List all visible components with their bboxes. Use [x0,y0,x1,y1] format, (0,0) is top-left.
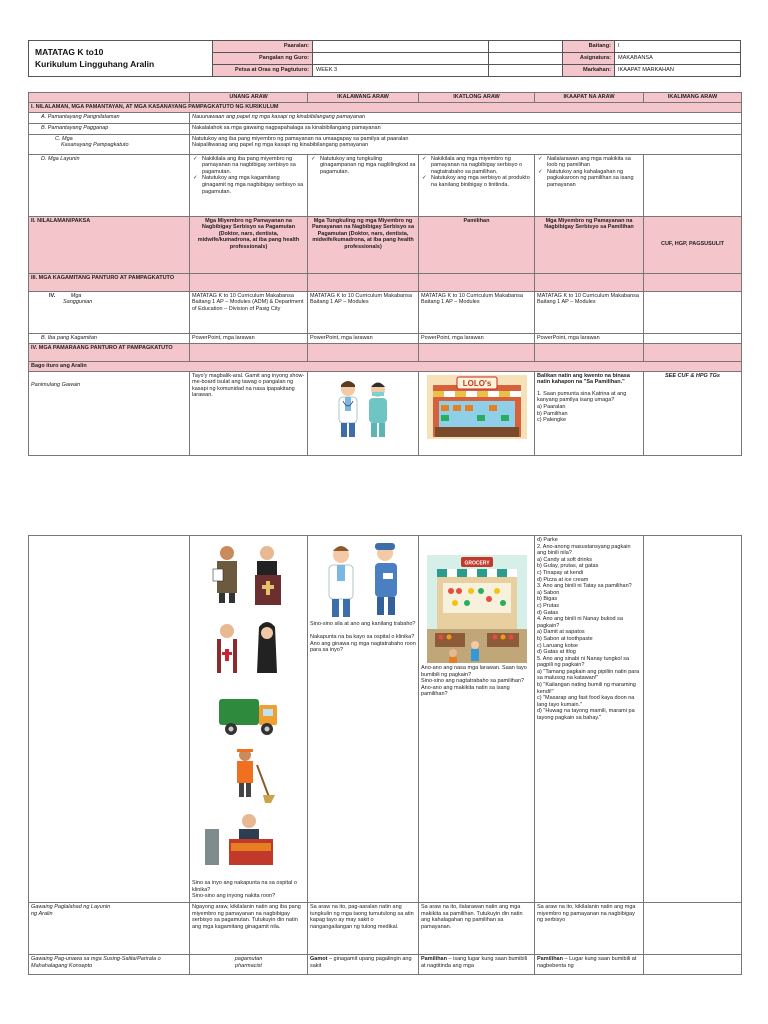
markahan-value: IKAAPAT MARKAHAN [615,65,741,77]
markahan-label: Markahan: [563,65,615,77]
panimulang-day-4-opt: c) Palengke [537,417,567,424]
text-c [190,134,742,154]
sanggunian-day-4: MATATAG K to 10 Curriculum Makabansa Baitang 1 AP – Modules [535,291,644,333]
continued-day-4-questions: d) Parke 2. Ano-anong masustansyang pagkain ang binili nila? a) Candy at soft drinks b) Gulay, prutas, at gatas c) Tinapay at kendi d) Pizza at ice cream 3. Ano ang binili ni Tatay sa pamilihan? a) Sabon b) Bigas c) Prutas d) Gatas 4. Ano ang binili ni Nanay bukod sa pagkain? a) Damit at sapatos b) Sabon at toothpaste c) Laruang kotse d) Gatas at itlog 5. Ano ang sinabi ni Nanay tungkol sa pagpili ng pagkain? a) "Tamang pagkain ang pipiliin natin para sa malusog na katawan!" b) "Kailangan nating bumili ng maraming kendi!" c) "Masarap ang fast food kaya doon na lang tayo kumain." d) "Huwag na tayong mamili, marami pa tayong pagkain sa bahay." [535,536,644,903]
row-bago-ituro [29,361,742,371]
kagamitan-day-1: PowerPoint, mga larawan [190,333,308,343]
kagamitan-day-2: PowerPoint, mga larawan [308,333,419,343]
pag-unawa-day-2 [308,955,419,975]
row-gawaing-pag-unawa [29,955,742,975]
section-4-title: IV. MGA PAMARAANG PANTURO AT PAMPAGKATUTO [29,343,190,361]
pag-unawa-day-4-def: – Lugar kung saan bumibili at nagbebenta ng [537,956,637,969]
layunin-day-4 [535,154,644,216]
text-a: Nauunawaan ang papel ng mga kasapi ng kinabibilangang pamayanan [190,112,742,123]
row-panimulang-continued [29,536,742,903]
label-c-2: Kasanayang Pampagkatuto [61,142,129,149]
label-pag-unawa: Gawaing Pag-unawa sa mga Susing-Salita/Parirala o Mahahalagang Konsepto [29,955,190,975]
label-d: D. Mga Layunin [29,154,190,216]
pag-unawa-day-4 [535,955,644,975]
pag-unawa-day-3-def: – isang lugar kung saan bumibili at nagtitinda ang mga [421,956,528,969]
market-image [427,555,527,663]
row-gawaing-paglalahad [29,903,742,955]
paglalahad-day-1: Ngayong araw, kikilalanin natin ang iba pang miyembro ng pamayanan na nagbibigay serbisyo sa pagamutan. Tutukuyin din natin ang mga kagamitang ginagamit nila. [190,903,308,955]
paglalahad-day-3: Sa araw na ito, ilalarawan natin ang mga makikita sa pamilihan. Tutukuyin din natin ang kahalagahan ng pamilihan sa pamayanan. [419,903,535,955]
panimulang-day-1: Tayo'y magbalik-aral. Gamit ang inyong show-me-board isulat ang tawag o pangalan ng kasapi ng komunidad na nasa ipapakitang larawan. [190,371,308,455]
label-iv-1: IV. [49,292,56,299]
layunin-day-1-item: ✓ Natutukoy ang mga kagamitang ginagamit ng mga nagbibigay serbisyo sa pagamutan. [192,175,305,195]
guro-label: Pangalan ng Guro: [213,53,313,65]
row-pamantayang-pangnilalaman [29,112,742,123]
baitang-label: Baitang: [563,41,615,53]
baitang-value: I [615,41,741,53]
row-kagamitang-panturo [29,273,742,291]
kagamitan-day-3: PowerPoint, mga larawan [419,333,535,343]
label-c [29,134,190,154]
layunin-day-3-item: ✓ Nakikilala ang mga miyembro ng pamayanan na nagbibigay serbisyo o nagtatrabaho sa pamilihan. [421,156,532,176]
paaralan-value [313,41,489,53]
layunin-day-1 [190,154,308,216]
pag-unawa-day-4-term: Pamilihan [537,956,563,962]
panimulang-day-3 [419,371,535,455]
brand-line-1: MATATAG K to10 [35,47,104,58]
paksa-day-5: CUF, HGP, PAGSUSULIT [644,216,742,273]
paksa-day-4: Mga Miyembro ng Pamayanan na Nagbibigay Serbisyo sa Pamilihan [535,216,644,273]
store-sign: LOLO's [462,378,491,388]
panimulang-day-4 [535,371,644,455]
continued-day-2 [308,536,419,903]
community-helpers-image [199,539,299,869]
pag-unawa-day-1: pagamutan pharmacist [190,955,308,975]
layunin-day-1-item: ✓ Nakikilala ang iba pang miyembro ng pamayanan na nagbibigay serbisyo sa pagamutan. [192,156,305,176]
label-paglalahad-2: ng Aralin [31,910,53,917]
bago-ituro-label: Bago ituro ang Aralin [29,361,742,371]
layunin-day-4-item: ✓ Natutukoy ang kahalagahan ng pagkakaroon ng pamilihan sa isang pamayanan [537,169,641,189]
column-header-row [29,93,742,103]
sanggunian-day-1: MATATAG K to 10 Curriculum Makabansa Baitang 1 AP – Modules (ADM) & Department of Education – Division of Pasig City [190,291,308,333]
label-sanggunian [29,291,190,333]
petsa-value: WEEK 3 [313,65,489,77]
paaralan-label: Paaralan: [213,41,313,53]
asignatura-label: Asignatura: [563,53,615,65]
layunin-day-4-item: ✓ Nailalarawan ang mga makikita sa loob ng pamilihan [537,156,641,169]
col-day-4: IKAAPAT NA ARAW [535,93,644,103]
row-pamantayang-pagganap [29,123,742,134]
lesson-plan-table-continued [28,535,742,975]
label-iv-2: Mga [70,292,82,299]
layunin-day-2 [308,154,419,216]
brand-title [29,41,213,77]
pag-unawa-day-3 [419,955,535,975]
paksa-day-1: Mga Miyembro ng Pamayanan na Nagbibigay Serbisyo sa Pagamutan (Doktor, nars, dentista, midwife/kumadrona, at iba pang health professionals) [190,216,308,273]
paglalahad-day-4: Sa araw na ito, kikilalanin natin ang mga miyembro ng pamayanan na nagbibigay ng serbisyo [535,903,644,955]
layunin-day-3-item: ✓ Natutukoy ang mga serbisyo at produkto na kanilang binibigay o tinitinda. [421,175,532,188]
brand-line-2: Kurikulum Lingguhang Aralin [35,58,155,69]
panimulang-day-4-intro: Balikan natin ang kwento na binasa natin kahapon na "Sa Pamilihan." [537,372,630,386]
row-nilalaman-paksa [29,216,742,273]
layunin-day-2-item: ✓ Natutukoy ang tungkuling ginagampanan ng mga nagliilingkod sa pagamutan. [310,156,416,176]
lesson-plan-table [28,92,742,456]
pag-unawa-day-2-def: – ginagamit upang pagalingin ang sakit [310,956,412,969]
row-mga-layunin [29,154,742,216]
label-paglalahad [29,903,190,955]
paglalahad-day-2: Sa araw na ito, pag-aaralan natin ang tungkulin ng mga taong tumutulong sa atin kapag tayo ay may sakit o nangangailangan ng tulong medikal. [308,903,419,955]
panimulang-day-4-opt: a) Paaralan [537,403,566,410]
row-iba-pang-kagamitan [29,333,742,343]
guro-value [313,53,489,65]
text-c-1: Natutukoy ang iba pang miyembro ng pamayanan na umaagapay sa pamilya at paaralan [192,135,409,142]
pag-unawa-day-3-term: Pamilihan [421,956,447,962]
lesson-header [28,40,741,77]
layunin-day-3 [419,154,535,216]
col-day-2: IKALAWANG ARAW [308,93,419,103]
label-panimulang-gawain: Panimulang Gawain [29,371,190,455]
sanggunian-day-2: MATATAG K to 10 Curriculum Makabansa Baitang 1 AP – Modules [308,291,419,333]
continued-day-2-caption: Sino-sino sila at ano ang kanilang trabaho? Nakapunta na ba kayo sa ospital o klinika? Ano ang ginawa ng mga nagtatrabaho roon para sa inyo? [310,621,416,654]
paksa-day-2: Mga Tungkuling ng mga Miyembro ng Pamayanan na Nagbibigay Serbisyo sa Pagamutan (Doktor, nars, dentista, midwife/kumadrona, at iba pang health professionals) [308,216,419,273]
section-2-title: II. NILALAMAN/PAKSA [29,216,190,273]
health-workers-image [313,539,413,619]
continued-day-1 [190,536,308,903]
text-c-2: Naipaliliwanag ang papel ng mga kasapi ng kinabibilangang pamayanan [192,142,369,149]
row-kasanayang-pampagkatuto [29,134,742,154]
label-a: A. Pamantayang Pangnilalaman [29,112,190,123]
kagamitan-day-4: PowerPoint, mga larawan [535,333,644,343]
row-pamaraang-panturo [29,343,742,361]
label-paglalahad-1: Gawaing Paglalahad ng Layunin [31,904,111,910]
panimulang-day-5: SEE CUF & HPG TGs [644,371,742,455]
pag-unawa-day-2-term: Gamot [310,956,328,962]
label-iv-3: Sanggunian [63,299,93,306]
label-b: B. Pamantayang Pagganap [29,123,190,134]
col-day-5: IKALIMANG ARAW [644,93,742,103]
row-panimulang-gawain [29,371,742,455]
asignatura-value: MAKABANSA [615,53,741,65]
paksa-day-3: Pamilihan [419,216,535,273]
store-image [427,375,527,439]
continued-day-3 [419,536,535,903]
panimulang-day-4-opt: b) Pamilihan [537,410,568,417]
doctor-nurse-image [323,375,403,441]
label-c-1: C. Mga [55,135,73,142]
col-day-1: UNANG ARAW [190,93,308,103]
petsa-label: Petsa at Oras ng Pagtuturo: [213,65,313,77]
continued-day-3-caption: Ano-ano ang nasa mga larawan. Saan tayo bumibili ng pagkain? Sino-sino ang nagtatrabaho sa pamilihan? Ano-ano ang makikita natin sa isang pamilihan? [421,665,527,698]
section-3-title: III. MGA KAGAMITANG PANTURO AT PAMPAGKATUTO [29,273,190,291]
panimulang-day-4-q1: 1. Saan pumunta sina Katrina at ang kanyang pamilya isang umaga? [537,390,627,404]
panimulang-day-2 [308,371,419,455]
sanggunian-day-3: MATATAG K to 10 Curriculum Makabansa Baitang 1 AP – Modules [419,291,535,333]
label-b2: B. Iba pang Kagamitan [29,333,190,343]
text-b: Nakalalahok sa mga gawaing nagpapahalaga sa kinabibilangang pamayanan [190,123,742,134]
section-1-title: I. NILALAMAN, MGA PAMANTAYAN, AT MGA KASANAYANG PAMPAGKATUTO NG KURIKULUM [29,102,742,112]
grocery-sign: GROCERY [463,560,490,567]
row-sanggunian [29,291,742,333]
col-day-3: IKATLONG ARAW [419,93,535,103]
section-1-row [29,102,742,112]
continued-day-1-caption: Sino sa inyo ang nakapunta na sa ospital o klinika? Sino-sino ang inyong nakita roon? [192,880,297,900]
